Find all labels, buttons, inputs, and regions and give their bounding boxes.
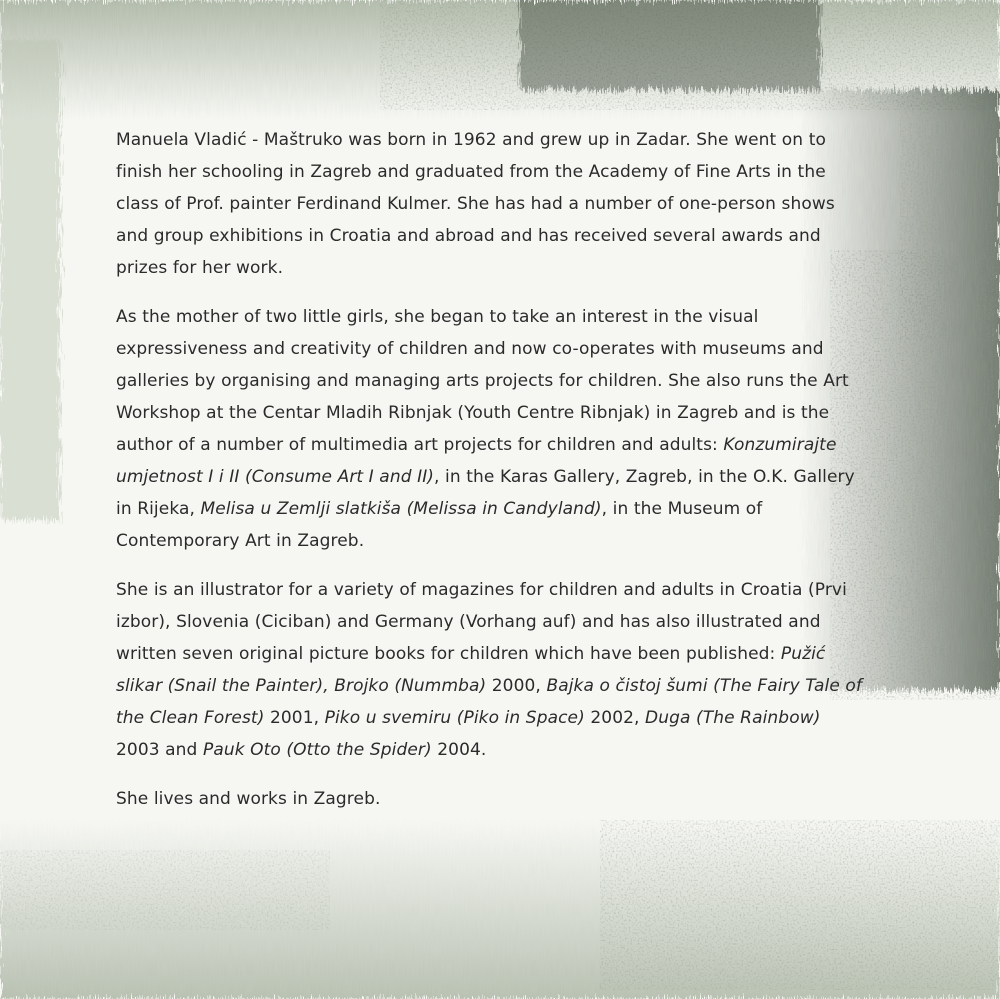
biography-text bbox=[116, 124, 868, 832]
paragraph-2-title-1: Konzumirajte umjetnost I i II (Consume Art I and II) bbox=[116, 435, 837, 487]
paragraph-3-title-1: Pužić slikar (Snail the Painter), Brojko (Nummba) bbox=[116, 644, 826, 696]
paragraph-4: She lives and works in Zagreb. bbox=[116, 789, 381, 809]
paragraph-2-text-3: , in the Museum of Contemporary Art in Zagreb. bbox=[116, 499, 763, 551]
paragraph-3-text-1: She is an illustrator for a variety of magazines for children and adults in Croatia (Prvi izbor), Slovenia (Ciciban) and Germany (Vorhang auf) and has also illustrated and written seven original picture books for children which have been published: bbox=[116, 580, 847, 664]
paragraph-3-title-2: Bajka o čistoj šumi (The Fairy Tale of the Clean Forest) bbox=[116, 676, 862, 728]
paragraph-2 bbox=[116, 301, 868, 557]
paragraph-3-text-4: 2002, bbox=[584, 708, 646, 728]
paragraph-3-text-3: 2001, bbox=[264, 708, 325, 728]
paragraph-3-title-4: Duga (The Rainbow) bbox=[645, 708, 821, 728]
paragraph-3-text-6: 2004. bbox=[431, 740, 487, 760]
paragraph-2-title-2: Melisa u Zemlji slatkiša (Melissa in Candyland) bbox=[200, 499, 602, 519]
paragraph-3-text-5: 2003 and bbox=[116, 740, 203, 760]
paragraph-1: Manuela Vladić - Maštruko was born in 1962 and grew up in Zadar. She went on to finish her schooling in Zagreb and graduated from the Academy of Fine Arts in the class of Prof. painter Ferdinand Kulmer. She has had a number of one-person shows and group exhibitions in Croatia and abroad and has received several awards and prizes for her work. bbox=[116, 130, 835, 278]
paragraph-2-text-1: As the mother of two little girls, she began to take an interest in the visual expressiveness and creativity of children and now co-operates with museums and galleries by organising and managing arts projects for children. She also runs the Art Workshop at the Centar Mladih Ribnjak (Youth Centre Ribnjak) in Zagreb and is the author of a number of multimedia art projects for children and adults: bbox=[116, 307, 849, 455]
paragraph-2-text-2: , in the Karas Gallery, Zagreb, in the O.K. Gallery in Rijeka, bbox=[116, 467, 855, 519]
paragraph-3-text-2: 2000, bbox=[486, 676, 547, 696]
paragraph-3 bbox=[116, 574, 868, 766]
paragraph-3-title-5: Pauk Oto (Otto the Spider) bbox=[202, 740, 432, 760]
paragraph-3-title-3: Piko u svemiru (Piko in Space) bbox=[324, 708, 585, 728]
